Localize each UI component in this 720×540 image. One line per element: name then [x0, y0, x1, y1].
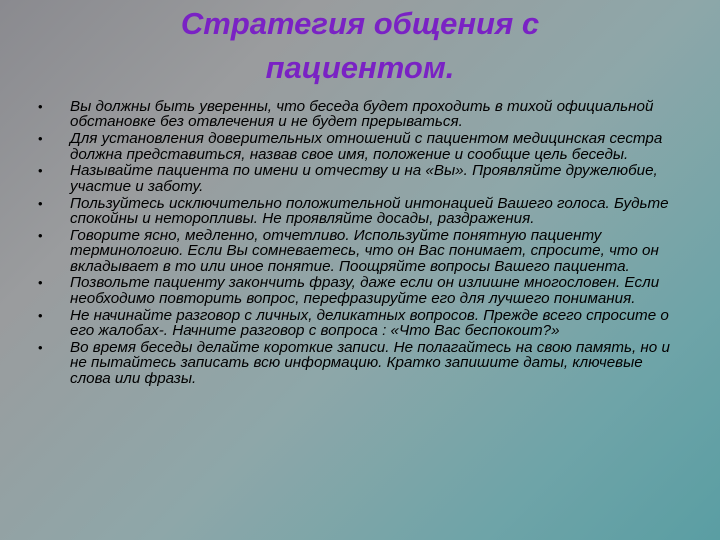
bullet-item-4	[38, 196, 678, 227]
bullet-item-7	[38, 308, 678, 339]
bullet-icon: •	[38, 99, 43, 114]
slide-title-line-2: пациентом.	[265, 50, 455, 85]
slide-title-line-1: Стратегия общения с	[180, 6, 540, 41]
bullet-text: Пользуйтесь исключительно положительной интонацией Вашего голоса. Будьте спокойны и неторопливы. Не проявляйте досады, раздражения.	[70, 194, 669, 228]
bullet-text: Вы должны быть уверенны, что беседа будет проходить в тихой официальной обстановке без отвлечения и не будет прерываться.	[70, 98, 654, 131]
bullet-icon: •	[38, 339, 43, 355]
bullet-text: Позвольте пациенту закончить фразу, даже если он излишне многословен. Если необходимо повторить вопрос, перефразируйте его для лучшего понимания.	[70, 274, 660, 307]
bullet-item-3	[38, 163, 678, 194]
bullet-item-1	[38, 99, 678, 130]
bullet-text: Для установления доверительных отношений с пациентом медицинская сестра должна представиться, назвав свое имя, положение и сообщие цель беседы.	[70, 130, 663, 163]
bullet-icon: •	[38, 307, 43, 323]
bullet-icon: •	[38, 275, 43, 291]
bullet-item-8	[38, 340, 678, 386]
bullet-icon: •	[38, 163, 43, 179]
bullet-text: Во время беседы делайте короткие записи. Не полагайтесь на свою память, но и не пытайтесь записать всю информацию. Кратко запишите даты, ключевые слова или фразы.	[70, 338, 670, 387]
bullet-item-6	[38, 275, 678, 306]
bullet-text: Называйте пациента по имени и отчеству и на «Вы». Проявляйте дружелюбие, участие и заботу.	[70, 162, 658, 195]
bullet-item-2	[38, 131, 678, 162]
bullet-icon: •	[38, 195, 43, 211]
bullet-text: Говорите ясно, медленно, отчетливо. Используйте понятную пациенту терминологию. Если Вы сомневаетесь, что он Вас понимает, спросите, что он вкладывает в то или иное понятие. Поощряйте вопросы Вашего пациента.	[70, 226, 659, 275]
bullet-list	[38, 99, 678, 387]
bullet-item-5	[38, 228, 678, 274]
bullet-icon: •	[38, 227, 43, 243]
bullet-text: Не начинайте разговор с личных, деликатных вопросов. Прежде всего спросите о его жалобах-. Начните разговор с вопроса : «Что Вас беспокоит?»	[70, 306, 669, 340]
slide-title	[60, 2, 660, 90]
bullet-icon: •	[38, 131, 43, 147]
